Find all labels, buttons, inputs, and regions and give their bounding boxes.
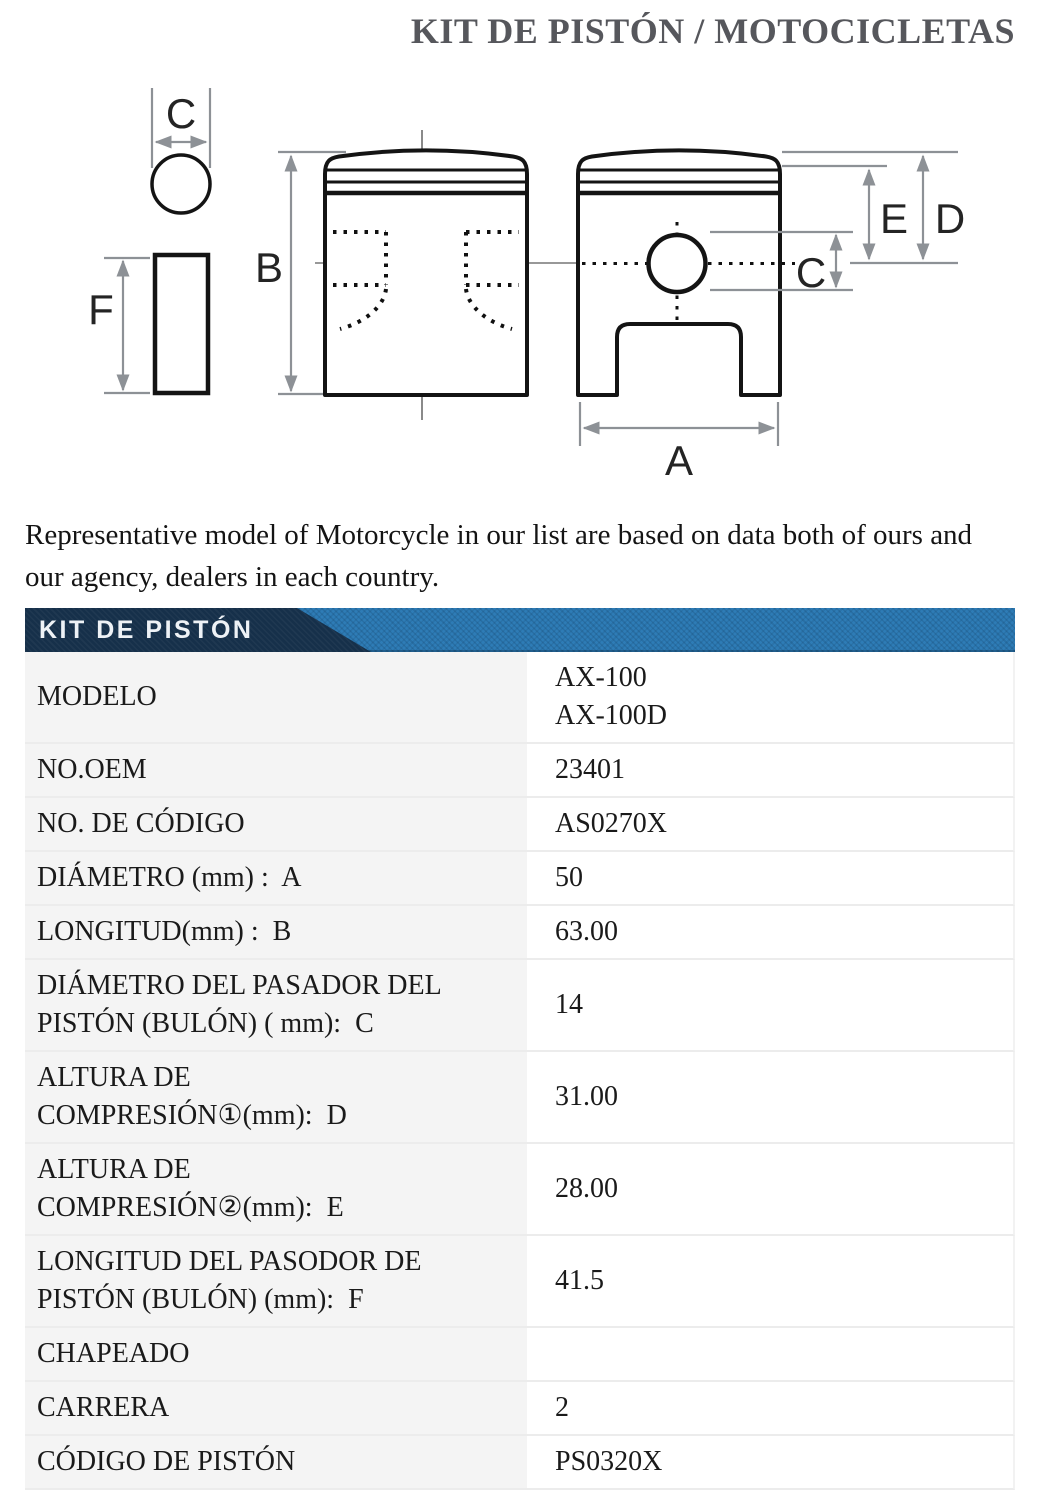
spec-label: LONGITUD DEL PASODOR DE PISTÓN (BULÓN) (mm): F — [25, 1236, 530, 1326]
piston-front-view — [255, 130, 578, 420]
table-row-diametro — [25, 852, 1015, 906]
spec-value: 2 — [530, 1382, 1013, 1434]
spec-label: NO. DE CÓDIGO — [25, 798, 530, 850]
spec-label: ALTURA DE COMPRESIÓN②(mm): E — [25, 1144, 530, 1234]
table-header-bar — [25, 608, 1015, 652]
table-row-codigo — [25, 798, 1015, 852]
spec-value: 28.00 — [530, 1144, 1013, 1234]
dim-label-pin-hole: C — [795, 249, 827, 296]
spec-value — [530, 1328, 1013, 1380]
table-row-altura-compresion-2 — [25, 1144, 1015, 1236]
dim-label-pin-diameter: C — [165, 90, 197, 137]
pin-hole — [649, 235, 706, 292]
spec-value: PS0320X — [530, 1436, 1013, 1488]
spec-value: 31.00 — [530, 1052, 1013, 1142]
dim-label-compression-1: D — [934, 195, 966, 242]
spec-label: CARRERA — [25, 1382, 530, 1434]
spec-label: DIÁMETRO (mm) : A — [25, 852, 530, 904]
table-row-altura-compresion-1 — [25, 1052, 1015, 1144]
spec-value: 23401 — [530, 744, 1013, 796]
spec-value: AX-100 AX-100D — [530, 652, 1013, 742]
spec-value: AS0270X — [530, 798, 1013, 850]
table-row-carrera — [25, 1382, 1015, 1436]
dim-label-compression-2: E — [879, 195, 909, 242]
piston-technical-drawing — [0, 78, 1040, 488]
piston-side-view — [578, 151, 965, 485]
dim-label-piston-length: B — [254, 244, 284, 291]
description-note: Representative model of Motorcycle in our list are based on data both of ours and our agency, dealers in each country. — [25, 519, 973, 593]
spec-label: CHAPEADO — [25, 1328, 530, 1380]
spec-label: NO.OEM — [25, 744, 530, 796]
table-row-codigo-piston — [25, 1436, 1015, 1490]
table-row-diametro-pasador — [25, 960, 1015, 1052]
pin-side-view — [88, 255, 208, 393]
spec-label: DIÁMETRO DEL PASADOR DEL PISTÓN (BULÓN) ( mm): C — [25, 960, 530, 1050]
table-row-longitud — [25, 906, 1015, 960]
table-row-chapeado — [25, 1328, 1015, 1382]
table-row-modelo — [25, 652, 1015, 744]
spec-label: CÓDIGO DE PISTÓN — [25, 1436, 530, 1488]
table-row-oem — [25, 744, 1015, 798]
dim-label-piston-diameter: A — [664, 437, 694, 484]
spec-value: 63.00 — [530, 906, 1013, 958]
spec-label: ALTURA DE COMPRESIÓN①(mm): D — [25, 1052, 530, 1142]
dim-piston-diameter — [580, 402, 778, 484]
spec-label: LONGITUD(mm) : B — [25, 906, 530, 958]
spec-value: 14 — [530, 960, 1013, 1050]
pin-cross-section — [152, 88, 210, 213]
spec-label: MODELO — [25, 652, 530, 742]
piston-diagram — [0, 78, 1040, 488]
spec-table — [25, 608, 1015, 1490]
table-header-title: KIT DE PISTÓN — [39, 616, 254, 644]
spec-value: 41.5 — [530, 1236, 1013, 1326]
page-title: KIT DE PISTÓN / MOTOCICLETAS — [410, 11, 1015, 51]
dim-compression-heights — [782, 152, 965, 263]
dim-label-pin-length: F — [88, 286, 114, 333]
spec-value: 50 — [530, 852, 1013, 904]
table-row-longitud-pasador — [25, 1236, 1015, 1328]
